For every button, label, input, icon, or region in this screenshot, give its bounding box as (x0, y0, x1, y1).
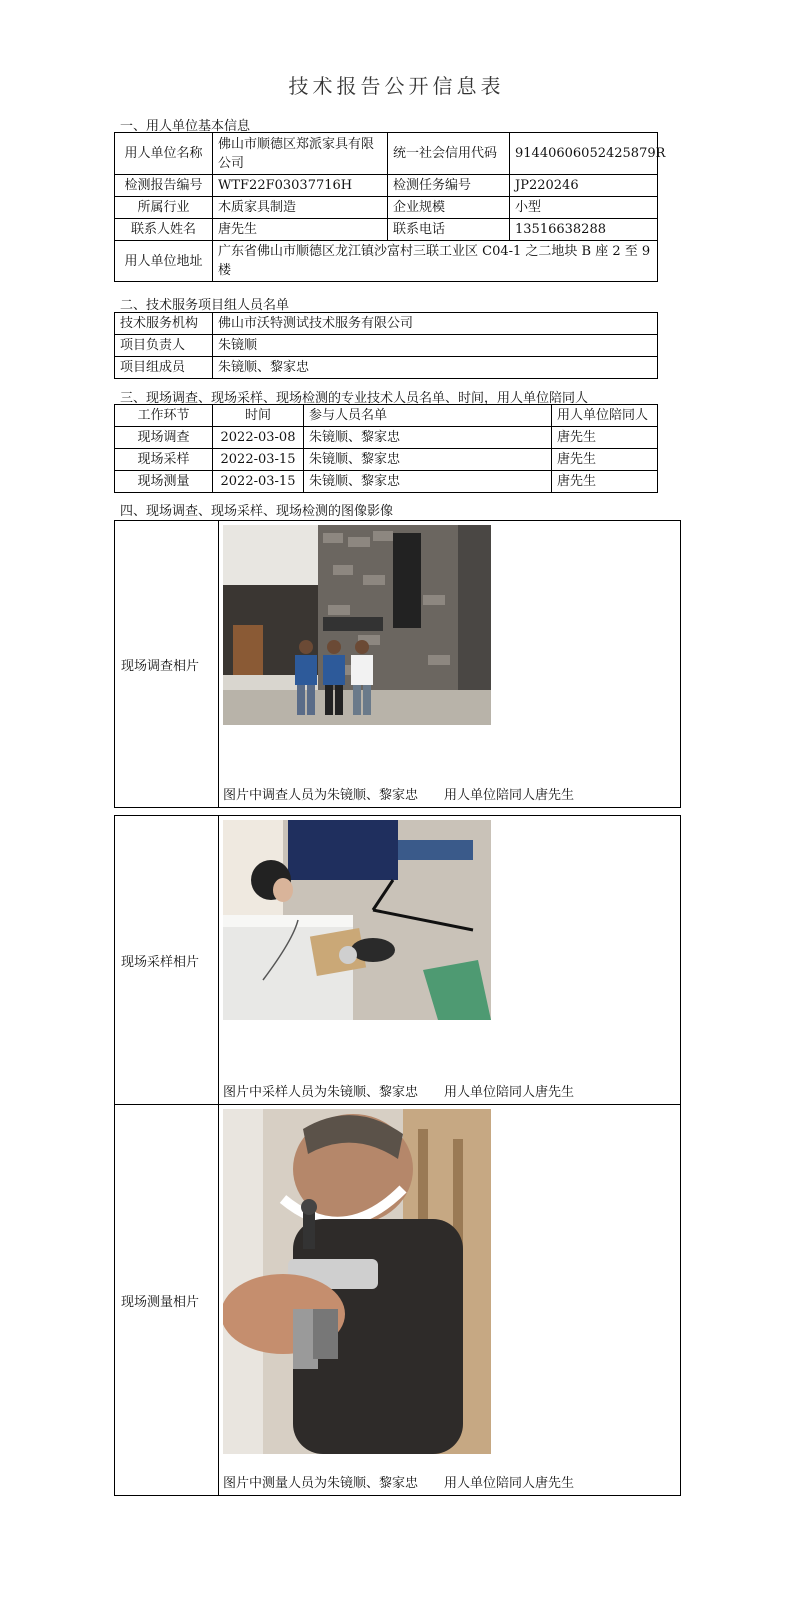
contact-name-label: 联系人姓名 (115, 219, 213, 241)
schedule-header-people: 参与人员名单 (304, 405, 552, 427)
schedule-people: 朱镜顺、黎家忠 (304, 471, 552, 493)
scale-value: 小型 (510, 197, 658, 219)
phone-value: 13516638288 (510, 219, 658, 241)
photo-table-sampling-measuring (114, 815, 681, 1496)
schedule-escort: 唐先生 (552, 427, 658, 449)
photo-label-measuring: 现场测量相片 (115, 1105, 219, 1496)
task-number-value: JP220246 (510, 175, 658, 197)
section-heading-team: 二、技术服务项目组人员名单 (120, 298, 290, 313)
schedule-escort: 唐先生 (552, 449, 658, 471)
photo-caption-measuring: 图片中测量人员为朱镜顺、黎家忠 用人单位陪同人唐先生 (223, 1476, 575, 1491)
measuring-photo (223, 1109, 491, 1454)
schedule-escort: 唐先生 (552, 471, 658, 493)
industry-label: 所属行业 (115, 197, 213, 219)
basic-info-table (114, 132, 666, 282)
team-table (114, 312, 658, 379)
schedule-row (115, 449, 658, 471)
schedule-header-stage: 工作环节 (115, 405, 213, 427)
schedule-people: 朱镜顺、黎家忠 (304, 449, 552, 471)
survey-photo (223, 525, 491, 725)
photo-table-survey (114, 520, 681, 808)
team-members-value: 朱镜顺、黎家忠 (213, 357, 658, 379)
report-number-label: 检测报告编号 (115, 175, 213, 197)
schedule-date: 2022-03-15 (213, 449, 304, 471)
schedule-row (115, 427, 658, 449)
service-org-label: 技术服务机构 (115, 313, 213, 335)
photo-caption-sampling: 图片中采样人员为朱镜顺、黎家忠 用人单位陪同人唐先生 (223, 1085, 575, 1100)
schedule-table (114, 404, 658, 493)
schedule-stage: 现场调查 (115, 427, 213, 449)
schedule-row (115, 471, 658, 493)
address-label: 用人单位地址 (115, 241, 213, 282)
contact-name-value: 唐先生 (213, 219, 388, 241)
project-leader-label: 项目负责人 (115, 335, 213, 357)
schedule-people: 朱镜顺、黎家忠 (304, 427, 552, 449)
photo-caption-survey: 图片中调查人员为朱镜顺、黎家忠 用人单位陪同人唐先生 (223, 788, 575, 803)
schedule-header-escort: 用人单位陪同人 (552, 405, 658, 427)
project-leader-value: 朱镜顺 (213, 335, 658, 357)
scale-label: 企业规模 (388, 197, 510, 219)
schedule-stage: 现场测量 (115, 471, 213, 493)
section-heading-basic-info: 一、用人单位基本信息 (120, 119, 251, 134)
schedule-stage: 现场采样 (115, 449, 213, 471)
company-name-value: 佛山市顺德区郑派家具有限公司 (213, 133, 388, 175)
team-members-label: 项目组成员 (115, 357, 213, 379)
address-value: 广东省佛山市顺德区龙江镇沙富村三联工业区 C04-1 之二地块 B 座 2 至 9 楼 (213, 241, 658, 282)
schedule-date: 2022-03-08 (213, 427, 304, 449)
photo-label-sampling: 现场采样相片 (115, 816, 219, 1105)
industry-value: 木质家具制造 (213, 197, 388, 219)
task-number-label: 检测任务编号 (388, 175, 510, 197)
schedule-date: 2022-03-15 (213, 471, 304, 493)
phone-label: 联系电话 (388, 219, 510, 241)
sampling-photo (223, 820, 491, 1020)
document-title: 技术报告公开信息表 (288, 74, 505, 98)
service-org-value: 佛山市沃特测试技术服务有限公司 (213, 313, 658, 335)
report-number-value: WTF22F03037716H (213, 175, 388, 197)
section-heading-schedule: 三、现场调查、现场采样、现场检测的专业技术人员名单、时间，用人单位陪同人 (120, 391, 589, 406)
schedule-header-date: 时间 (213, 405, 304, 427)
credit-code-value: 91440606052425879R (510, 133, 658, 175)
credit-code-label: 统一社会信用代码 (388, 133, 510, 175)
photo-label-survey: 现场调查相片 (115, 521, 219, 808)
company-name-label: 用人单位名称 (115, 133, 213, 175)
section-heading-photos: 四、现场调查、现场采样、现场检测的图像影像 (120, 504, 394, 519)
